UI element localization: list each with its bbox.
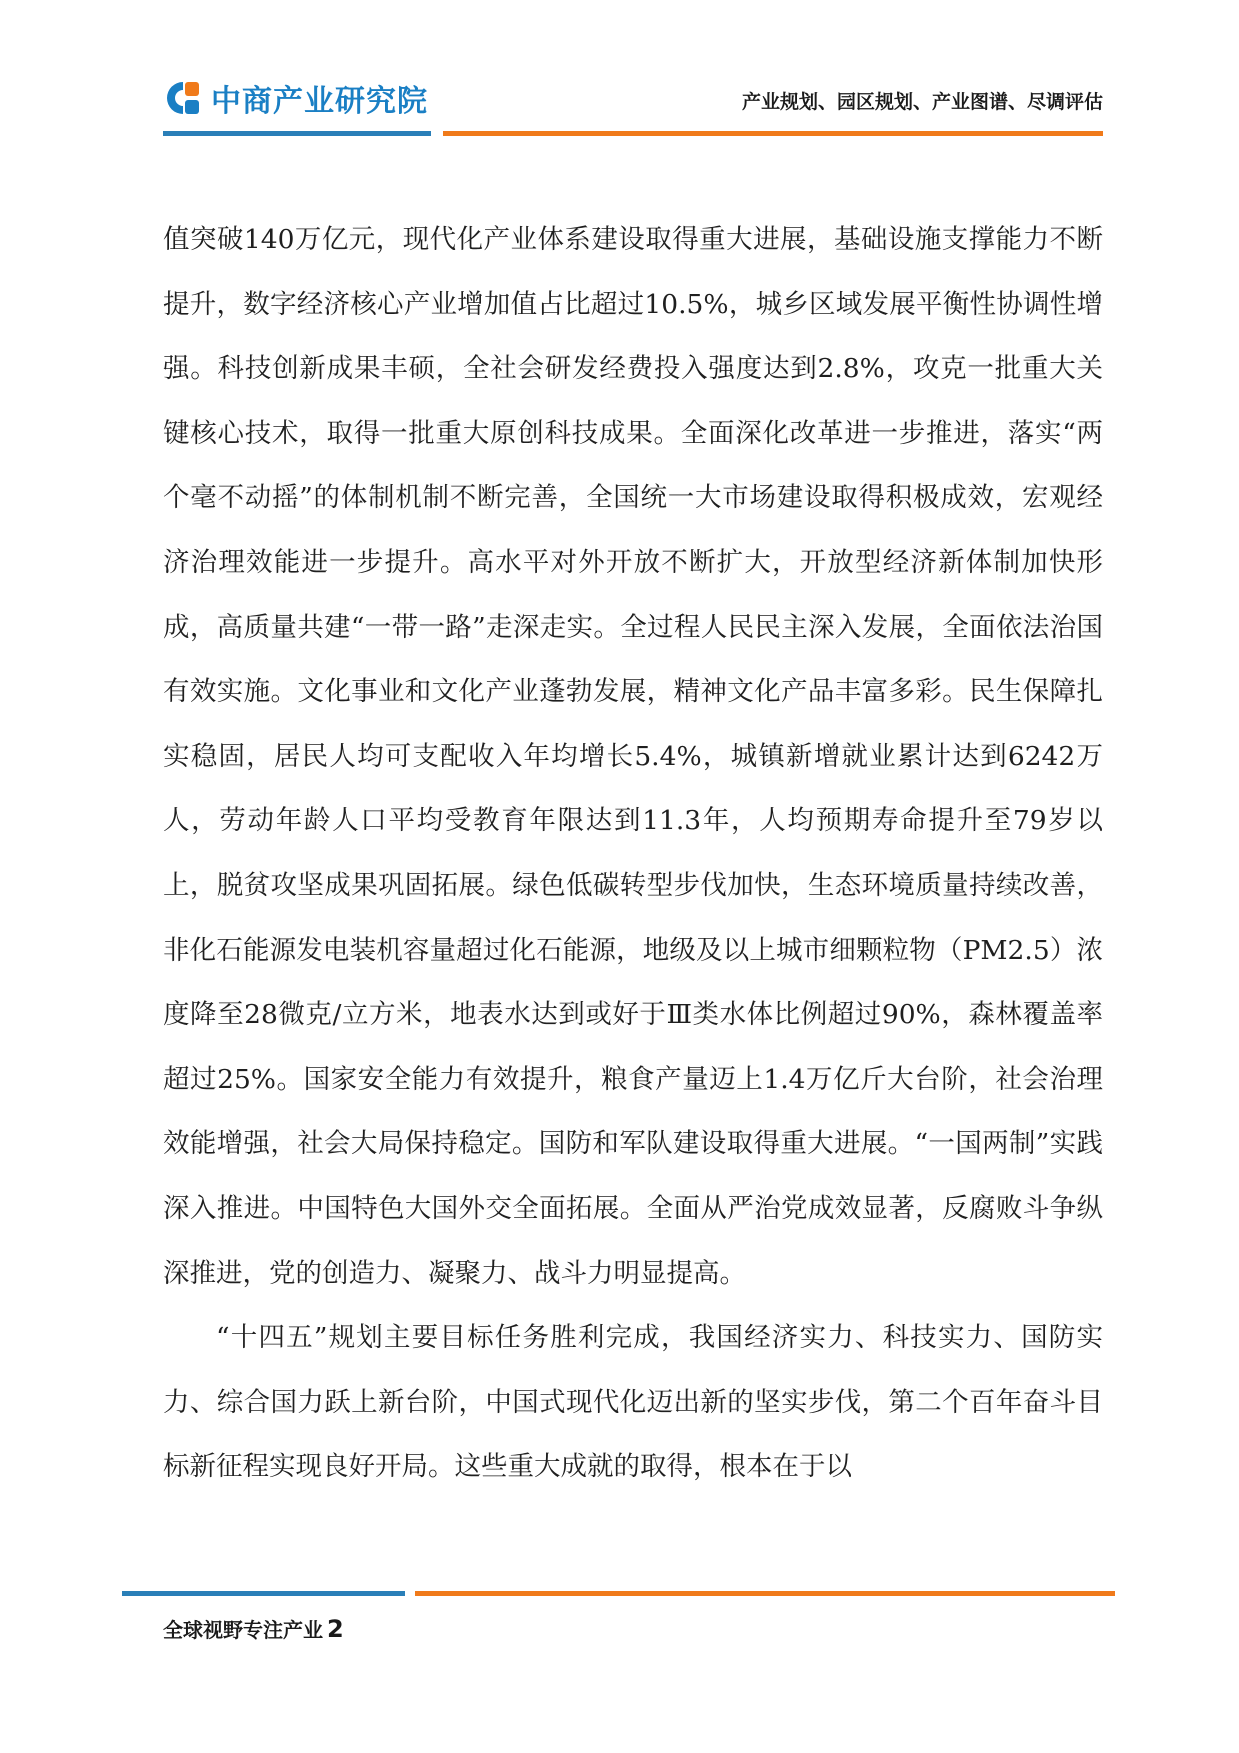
- header-rule-orange: [443, 131, 1103, 136]
- footer-slogan: 全球视野专注产业: [163, 1618, 323, 1642]
- footer-rule-orange: [415, 1591, 1115, 1596]
- logo: [163, 76, 428, 120]
- page-footer: [163, 1614, 344, 1643]
- logo-text: 中商产业研究院: [211, 84, 428, 119]
- footer-rule-blue: [122, 1591, 405, 1596]
- body-paragraph-1: 值突破140万亿元，现代化产业体系建设取得重大进展，基础设施支撑能力不断提升，数字经济核心产业增加值占比超过10.5%，城乡区域发展平衡性协调性增强。科技创新成果丰硕，全社会研发经费投入强度达到2.8%，攻克一批重大关键核心技术，取得一批重大原创科技成果。全面深化改革进一步推进，落实“两个毫不动摇”的体制机制不断完善，全国统一大市场建设取得积极成效，宏观经济治理效能进一步提升。高水平对外开放不断扩大，开放型经济新体制加快形成，高质量共建“一带一路”走深走实。全过程人民民主深入发展，全面依法治国有效实施。文化事业和文化产业蓬勃发展，精神文化产品丰富多彩。民生保障扎实稳固，居民人均可支配收入年均增长5.4%，城镇新增就业累计达到6242万人，劳动年龄人口平均受教育年限达到11.3年，人均预期寿命提升至79岁以上，脱贫攻坚成果巩固拓展。绿色低碳转型步伐加快，生态环境质量持续改善，非化石能源发电装机容量超过化石能源，地级及以上城市细颗粒物（PM2.5）浓度降至28微克/立方米，地表水达到或好于Ⅲ类水体比例超过90%，森林覆盖率超过25%。国家安全能力有效提升，粮食产量迈上1.4万亿斤大台阶，社会治理效能增强，社会大局保持稳定。国防和军队建设取得重大进展。“一国两制”实践深入推进。中国特色大国外交全面拓展。全面从严治党成效显著，反腐败斗争纵深推进，党的创造力、凝聚力、战斗力明显提高。: [163, 224, 1103, 1289]
- document-body: [163, 208, 1103, 1500]
- header-tagline: 产业规划、园区规划、产业图谱、尽调评估: [741, 91, 1103, 113]
- page-header: [0, 0, 1239, 150]
- company-logo-icon: [163, 78, 203, 118]
- header-rule-blue: [163, 131, 431, 136]
- body-paragraph-2: “十四五”规划主要目标任务胜利完成，我国经济实力、科技实力、国防实力、综合国力跃上新台阶，中国式现代化迈出新的坚实步伐，第二个百年奋斗目标新征程实现良好开局。这些重大成就的取得，根本在于以: [163, 1322, 1103, 1483]
- page-number: 2: [327, 1615, 344, 1643]
